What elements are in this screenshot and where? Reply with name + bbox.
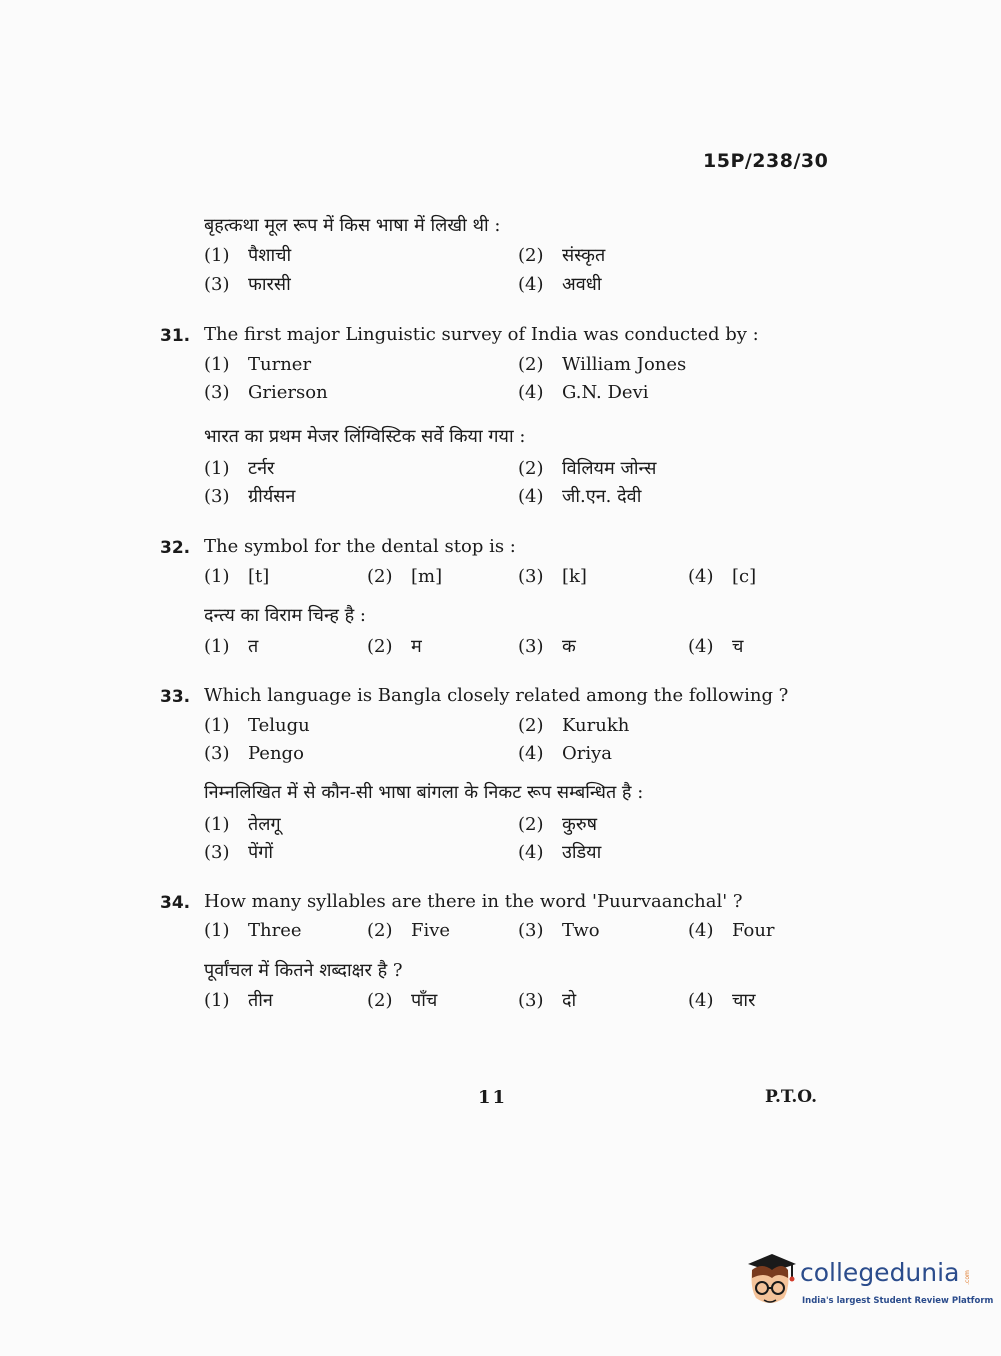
question-stem: Which language is Bangla closely related among the following ? [204, 685, 789, 706]
option: (2) विलियम जोन्स [518, 458, 657, 479]
option: (4) चार [688, 990, 756, 1011]
option: (4) च [688, 636, 744, 657]
option: (4) उडिया [518, 842, 602, 863]
option: (2) William Jones [518, 354, 687, 375]
question-stem: How many syllables are there in the word 'Puurvaanchal' ? [204, 891, 743, 912]
question-stem-hindi: दन्त्य का विराम चिन्ह है : [204, 605, 366, 626]
option: (4) [c] [688, 566, 757, 587]
page-number: 11 [478, 1087, 508, 1108]
option: (3) [k] [518, 566, 587, 587]
option: (2) कुरुष [518, 814, 597, 835]
option: (1) तीन [204, 990, 273, 1011]
logo-domain-suffix: .com [963, 1270, 971, 1285]
collegedunia-logo[interactable] [742, 1248, 994, 1318]
option: (1) Telugu [204, 715, 310, 736]
option: (1) पैशाची [204, 245, 292, 266]
option: (4) अवधी [518, 274, 602, 295]
option: (3) क [518, 636, 576, 657]
option: (4) जी.एन. देवी [518, 486, 642, 507]
option: (3) Pengo [204, 743, 304, 764]
question-number: 34. [160, 893, 191, 913]
option: (3) फारसी [204, 274, 291, 295]
option: (3) ग्रीर्यसन [204, 486, 296, 507]
question-number: 32. [160, 538, 191, 558]
option: (2) म [367, 636, 422, 657]
option: (1) त [204, 636, 259, 657]
option: (4) Oriya [518, 743, 613, 764]
option: (3) दो [518, 990, 577, 1011]
question-stem-hindi: निम्नलिखित में से कौन-सी भाषा बांगला के निकट रूप सम्बन्धित है : [204, 782, 644, 803]
option: (4) G.N. Devi [518, 382, 649, 403]
option: (2) पाँच [367, 990, 438, 1011]
logo-wordmark: collegedunia [800, 1258, 960, 1287]
paper-code: 15P/238/30 [703, 150, 829, 172]
option: (2) संस्कृत [518, 245, 606, 266]
option: (2) [m] [367, 566, 443, 587]
question-stem: बृहत्कथा मूल रूप में किस भाषा में लिखी थी : [204, 215, 501, 236]
option: (1) टर्नर [204, 458, 275, 479]
question-stem: The first major Linguistic survey of India was conducted by : [204, 324, 759, 345]
logo-tagline: India's largest Student Review Platform [802, 1296, 994, 1306]
option: (3) Grierson [204, 382, 328, 403]
question-stem-hindi: भारत का प्रथम मेजर लिंग्विस्टिक सर्वे किया गया : [204, 426, 526, 447]
question-stem: The symbol for the dental stop is : [204, 536, 516, 557]
option: (1) Turner [204, 354, 312, 375]
option: (3) पेंगों [204, 842, 274, 863]
question-number: 33. [160, 687, 191, 707]
option: (1) तेलगू [204, 814, 281, 835]
option: (4) Four [688, 920, 775, 941]
option: (1) Three [204, 920, 302, 941]
question-number: 31. [160, 326, 191, 346]
pto-label: P.T.O. [765, 1087, 817, 1107]
option: (2) Five [367, 920, 451, 941]
option: (1) [t] [204, 566, 270, 587]
option: (2) Kurukh [518, 715, 630, 736]
option: (3) Two [518, 920, 600, 941]
question-stem-hindi: पूर्वांचल में कितने शब्दाक्षर है ? [204, 960, 403, 981]
